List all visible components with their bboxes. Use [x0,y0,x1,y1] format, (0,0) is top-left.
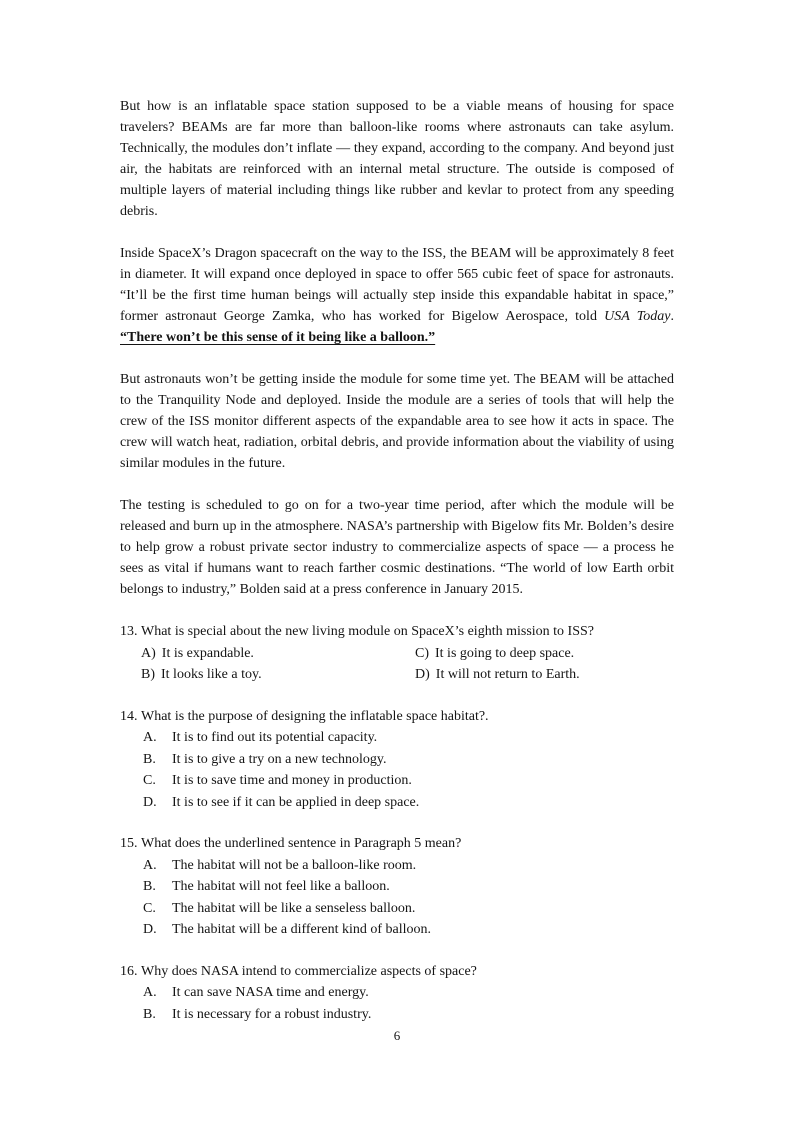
option-text: The habitat will not feel like a balloon. [172,879,390,894]
question-text: What is special about the new living module on SpaceX’s eighth mission to ISS? [141,624,594,639]
publication-name: USA Today [604,309,671,324]
question-16-stem [120,961,674,983]
option-c [120,770,674,792]
option-text: It is necessary for a robust industry. [172,1006,372,1022]
question-number: 15. [120,836,138,851]
question-text: What is the purpose of designing the inflatable space habitat?. [141,708,489,724]
option-d [415,664,674,686]
option-c [415,643,674,665]
questions-section [120,621,674,1025]
option-a [141,643,415,665]
option-b [120,1004,674,1026]
option-label: D) [415,667,430,682]
option-text: It is to find out its potential capacity. [172,730,378,745]
option-text: It is going to deep space. [435,645,575,661]
passage-paragraph-2 [120,243,674,348]
option-b [141,664,415,686]
option-label: B) [141,667,155,682]
paragraph-2-separator: . [670,309,674,324]
option-a [120,727,674,749]
option-label: B. [143,1006,156,1022]
question-number: 13. [120,624,138,639]
option-text: It is to save time and money in production. [172,773,412,788]
option-text: It is to give a try on a new technology. [172,751,387,767]
question-16 [120,961,674,1026]
underlined-quote: “There won’t be this sense of it being like a balloon.” [120,330,436,345]
option-label: A. [143,985,157,1000]
page-number: 6 [393,1028,401,1043]
passage-paragraph-1: But how is an inflatable space station supposed to be a viable means of housing for space travelers? BEAMs are far more than balloon-like rooms where astronauts can take asylum. Technically, the modules don’t inflate — they expand, according to the company. And beyond just air, the habitats are reinforced with an internal metal structure. The outside is composed of multiple layers of material including things like rubber and kevlar to protect from any speeding debris. [120,99,674,219]
question-text: What does the underlined sentence in Paragraph 5 mean? [141,836,462,851]
question-number: 14. [120,708,138,724]
option-text: It will not return to Earth. [435,667,580,682]
option-label: C. [143,900,156,916]
option-a [120,982,674,1004]
option-label: A) [141,645,156,661]
option-text: It is expandable. [161,645,254,661]
question-13-stem [120,621,674,643]
question-15 [120,833,674,941]
question-14 [120,706,674,814]
option-text: It looks like a toy. [161,667,262,682]
question-text: Why does NASA intend to commercialize aspects of space? [141,963,477,979]
option-label: B. [143,879,156,894]
option-text: It is to see if it can be applied in deep space. [172,794,420,810]
option-text: It can save NASA time and energy. [172,985,369,1000]
option-label: D. [143,794,157,810]
question-14-stem [120,706,674,728]
option-label: D. [143,922,157,937]
question-13 [120,621,674,686]
question-15-stem [120,833,674,855]
option-text: The habitat will be like a senseless balloon. [172,900,416,916]
passage-paragraph-4: The testing is scheduled to go on for a two-year time period, after which the module will be released and burn up in the atmosphere. NASA’s partnership with Bigelow fits Mr. Bolden’s desire to help grow a robust private sector industry to commercialize aspects of space — a process he sees as vital if humans want to reach farther cosmic destinations. “The world of low Earth orbit belongs to industry,” Bolden said at a press conference in January 2015. [120,498,674,597]
option-b [120,749,674,771]
option-label: A. [143,857,157,873]
passage-paragraph-3: But astronauts won’t be getting inside the module for some time yet. The BEAM will be attached to the Tranquility Node and deployed. Inside the module are a series of tools that will help the crew of the ISS monitor different aspects of the expandable area to see how it acts in space. The crew will watch heat, radiation, orbital debris, and provide information about the viability of using similar modules in the future. [120,372,674,471]
question-number: 16. [120,963,138,979]
option-d [120,792,674,814]
option-a [120,855,674,877]
option-text: The habitat will be a different kind of balloon. [172,922,432,937]
option-label: B. [143,751,156,767]
paragraph-2-text: Inside SpaceX’s Dragon spacecraft on the way to the ISS, the BEAM will be approximately 8 feet in diameter. It will expand once deployed in space to offer 565 cubic feet of space for astronauts. “It’ll be the first time human beings will actually step inside this expandable habitat in space,” former astronaut George Zamka, who has worked for Bigelow Aerospace, told [120,246,674,324]
option-label: A. [143,730,157,745]
option-text: The habitat will not be a balloon-like room. [172,857,417,873]
option-c [120,898,674,920]
option-label: C) [415,645,429,661]
question-13-options [141,643,674,686]
option-d [120,919,674,941]
option-b [120,876,674,898]
reading-passage-and-questions [120,96,674,1045]
option-label: C. [143,773,156,788]
